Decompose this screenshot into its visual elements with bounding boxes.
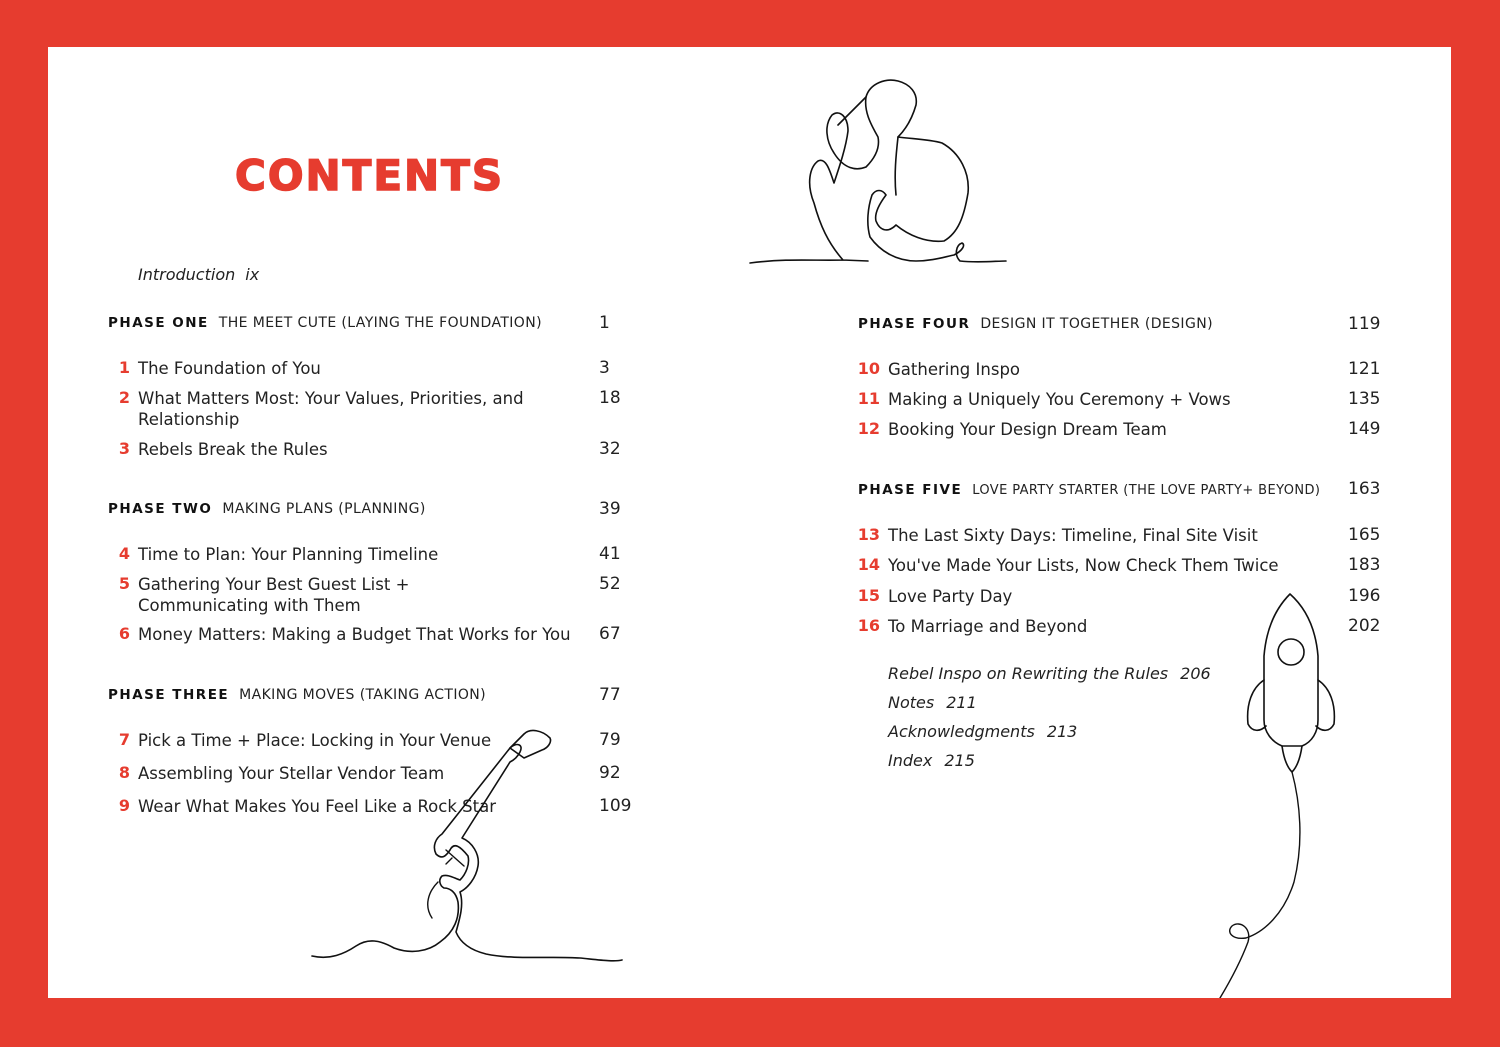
phase-page: 77 xyxy=(599,685,621,705)
page-title: CONTENTS xyxy=(235,151,505,200)
phase-subtitle: MAKING MOVES (TAKING ACTION) xyxy=(239,687,487,703)
introduction-page: ix xyxy=(245,265,260,284)
chapter-number: 4 xyxy=(118,544,130,563)
chapter-page: 79 xyxy=(599,730,621,750)
chapter-number: 9 xyxy=(118,796,130,815)
chapter-page: 149 xyxy=(1348,419,1381,439)
chapter-title[interactable]: Money Matters: Making a Budget That Works for You xyxy=(138,625,571,644)
phase-label: PHASE ONE xyxy=(108,315,209,331)
back-matter-page: 211 xyxy=(946,693,977,712)
chapter-number: 15 xyxy=(857,586,880,605)
chapter-number: 14 xyxy=(857,555,880,574)
back-matter-entry[interactable] xyxy=(888,664,1211,683)
chapter-title[interactable]: The Last Sixty Days: Timeline, Final Site Visit xyxy=(888,526,1258,545)
phase-subtitle: THE MEET CUTE (LAYING THE FOUNDATION) xyxy=(218,315,542,331)
introduction-entry[interactable] xyxy=(138,265,259,284)
back-matter-label: Rebel Inspo on Rewriting the Rules xyxy=(888,664,1169,683)
chapter-title[interactable]: Wear What Makes You Feel Like a Rock Star xyxy=(138,797,496,816)
chapter-number: 5 xyxy=(118,574,130,593)
phase-page: 39 xyxy=(599,499,621,519)
chapter-title[interactable]: What Matters Most: Your Values, Priorities, and Relationship xyxy=(138,389,524,429)
phase-label: PHASE FOUR xyxy=(858,316,971,332)
chapter-page: 18 xyxy=(599,388,621,408)
chapter-number: 2 xyxy=(118,388,130,407)
chapter-page: 196 xyxy=(1348,586,1381,606)
chapter-title[interactable]: To Marriage and Beyond xyxy=(888,617,1088,636)
phase-three-heading[interactable] xyxy=(108,687,486,703)
chapter-page: 41 xyxy=(599,544,621,564)
phase-label: PHASE FIVE xyxy=(858,482,963,498)
chapter-number: 7 xyxy=(118,730,130,749)
chapter-title[interactable]: Gathering Inspo xyxy=(888,360,1021,379)
chapter-title[interactable]: Booking Your Design Dream Team xyxy=(888,420,1167,439)
phase-subtitle: DESIGN IT TOGETHER (DESIGN) xyxy=(980,316,1213,332)
chapter-page: 165 xyxy=(1348,525,1381,545)
chapter-title[interactable]: You've Made Your Lists, Now Check Them Twice xyxy=(888,556,1279,575)
chapter-page: 32 xyxy=(599,439,621,459)
chapter-number: 13 xyxy=(857,525,880,544)
chapter-title[interactable]: Love Party Day xyxy=(888,587,1013,606)
back-matter-page: 215 xyxy=(944,751,975,770)
back-matter-label: Index xyxy=(888,751,933,770)
chapter-number: 6 xyxy=(118,624,130,643)
phase-subtitle: LOVE PARTY STARTER (THE LOVE PARTY+ BEYOND) xyxy=(972,483,1321,498)
phase-four-heading[interactable] xyxy=(858,316,1213,332)
chapter-page: 135 xyxy=(1348,389,1381,409)
chapter-number: 16 xyxy=(857,616,880,635)
phase-page: 1 xyxy=(599,313,610,333)
phase-label: PHASE THREE xyxy=(108,687,230,703)
chapter-title[interactable]: Pick a Time + Place: Locking in Your Venue xyxy=(138,731,492,750)
back-matter-entry[interactable] xyxy=(888,722,1077,741)
chapter-title[interactable]: Making a Uniquely You Ceremony + Vows xyxy=(888,390,1231,409)
back-matter-page: 206 xyxy=(1180,664,1211,683)
chapter-title[interactable]: Time to Plan: Your Planning Timeline xyxy=(138,545,439,564)
back-matter-page: 213 xyxy=(1046,722,1078,741)
chapter-number: 11 xyxy=(857,389,880,408)
introduction-label: Introduction xyxy=(138,265,236,284)
chapter-number: 1 xyxy=(118,358,130,377)
chapter-page: 109 xyxy=(599,796,632,816)
chapter-number: 10 xyxy=(857,359,880,378)
back-matter-label: Notes xyxy=(888,693,935,712)
chapter-page: 3 xyxy=(599,358,610,378)
rocket-illustration xyxy=(1218,592,1381,998)
phase-one-heading[interactable] xyxy=(108,315,542,331)
chapter-number: 3 xyxy=(118,439,130,458)
chapter-number: 8 xyxy=(118,763,130,782)
chapter-title[interactable]: Rebels Break the Rules xyxy=(138,440,328,459)
chapter-title[interactable]: Gathering Your Best Guest List + Communicating with Them xyxy=(138,575,410,615)
guitar-illustration xyxy=(310,742,630,982)
phase-subtitle: MAKING PLANS (PLANNING) xyxy=(222,501,426,517)
chapter-page: 67 xyxy=(599,624,621,644)
chapter-page: 183 xyxy=(1348,555,1381,575)
chapter-page: 121 xyxy=(1348,359,1381,379)
phase-two-heading[interactable] xyxy=(108,501,426,517)
couple-illustration xyxy=(748,75,1008,270)
chapter-page: 202 xyxy=(1348,616,1381,636)
chapter-number: 12 xyxy=(857,419,880,438)
chapter-page: 52 xyxy=(599,574,621,594)
phase-five-heading[interactable] xyxy=(858,482,1320,498)
phase-page: 163 xyxy=(1348,479,1381,499)
phase-label: PHASE TWO xyxy=(108,501,213,517)
chapter-title[interactable]: The Foundation of You xyxy=(138,359,321,378)
chapter-title[interactable]: Assembling Your Stellar Vendor Team xyxy=(138,764,445,783)
chapter-page: 92 xyxy=(599,763,621,783)
back-matter-entry[interactable] xyxy=(888,751,975,770)
back-matter-entry[interactable] xyxy=(888,693,977,712)
contents-page xyxy=(48,47,1451,998)
back-matter-label: Acknowledgments xyxy=(888,722,1035,741)
phase-page: 119 xyxy=(1348,314,1381,334)
